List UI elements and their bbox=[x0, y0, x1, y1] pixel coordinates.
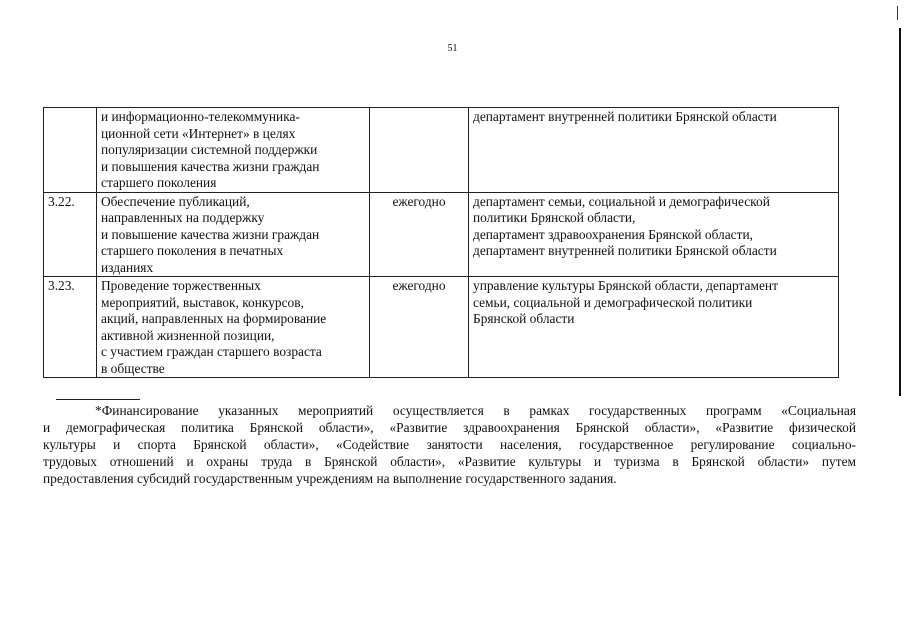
measure-line: активной жизненной позиции, bbox=[101, 327, 275, 343]
executor-line: управление культуры Брянской области, департамент bbox=[473, 278, 778, 293]
measure-cell bbox=[97, 277, 370, 378]
page-number: 51 bbox=[447, 43, 458, 54]
executor-cell bbox=[469, 192, 839, 277]
measure-line: ционной сети «Интернет» в целях bbox=[101, 125, 296, 141]
footnote bbox=[43, 402, 856, 487]
measures-table bbox=[43, 107, 839, 378]
measure-cell bbox=[97, 192, 370, 277]
footnote-separator bbox=[56, 399, 140, 400]
measure-line: мероприятий, выставок, конкурсов, bbox=[101, 294, 304, 310]
footnote-line: *Финансирование указанных мероприятий осуществляется в рамках государственных программ «Социальная bbox=[95, 403, 856, 418]
executor-line: департамент здравоохранения Брянской области, bbox=[473, 226, 753, 242]
term-cell bbox=[370, 108, 469, 193]
measure-cell bbox=[97, 108, 370, 193]
executor-line: департамент семьи, социальной и демографической bbox=[473, 193, 770, 209]
measure-line: и повышения качества жизни граждан bbox=[101, 158, 320, 174]
term-cell: ежегодно bbox=[370, 277, 469, 378]
measure-line: направленных на поддержку bbox=[101, 210, 265, 225]
footnote-line: трудовых отношений и охраны труда в Брянской области», «Развитие культуры и туризма в Брянской области» путем bbox=[43, 454, 856, 469]
term-cell: ежегодно bbox=[370, 192, 469, 277]
executor-line: политики Брянской области, bbox=[473, 210, 636, 225]
scan-edge-tick bbox=[897, 6, 898, 20]
row-number: 3.23. bbox=[44, 277, 97, 378]
executor-line: Брянской области bbox=[473, 311, 575, 326]
table-row bbox=[44, 192, 839, 277]
executor-line: департамент внутренней политики Брянской области bbox=[473, 243, 777, 258]
measure-line: старшего поколения в печатных bbox=[101, 243, 284, 258]
measure-line: изданиях bbox=[101, 259, 154, 275]
table-row bbox=[44, 277, 839, 378]
measure-line: Обеспечение публикаций, bbox=[101, 193, 250, 209]
footnote-line: предоставления субсидий государственным учреждениям на выполнение государственного задания. bbox=[43, 471, 617, 486]
executor-line: департамент внутренней политики Брянской области bbox=[473, 109, 777, 124]
measure-line: и повышение качества жизни граждан bbox=[101, 226, 320, 242]
measure-line: Проведение торжественных bbox=[101, 278, 261, 293]
measure-line: в обществе bbox=[101, 360, 165, 376]
executor-line: семьи, социальной и демографической политики bbox=[473, 294, 753, 310]
executor-cell bbox=[469, 277, 839, 378]
table-row bbox=[44, 108, 839, 193]
measure-line: и информационно-телекоммуника- bbox=[101, 109, 300, 124]
measure-line: популяризации системной поддержки bbox=[101, 142, 318, 157]
row-number bbox=[44, 108, 97, 193]
scan-edge-mark bbox=[899, 28, 901, 396]
measure-line: старшего поколения bbox=[101, 175, 217, 190]
measure-line: с участием граждан старшего возраста bbox=[101, 344, 322, 359]
footnote-line: и демографическая политика Брянской области», «Развитие здравоохранения Брянской области», «Развитие физической bbox=[43, 420, 856, 435]
executor-cell bbox=[469, 108, 839, 193]
row-number: 3.22. bbox=[44, 192, 97, 277]
measure-line: акций, направленных на формирование bbox=[101, 311, 327, 326]
footnote-line: культуры и спорта Брянской области», «Содействие занятости населения, государственное регулирование социально- bbox=[43, 437, 856, 452]
